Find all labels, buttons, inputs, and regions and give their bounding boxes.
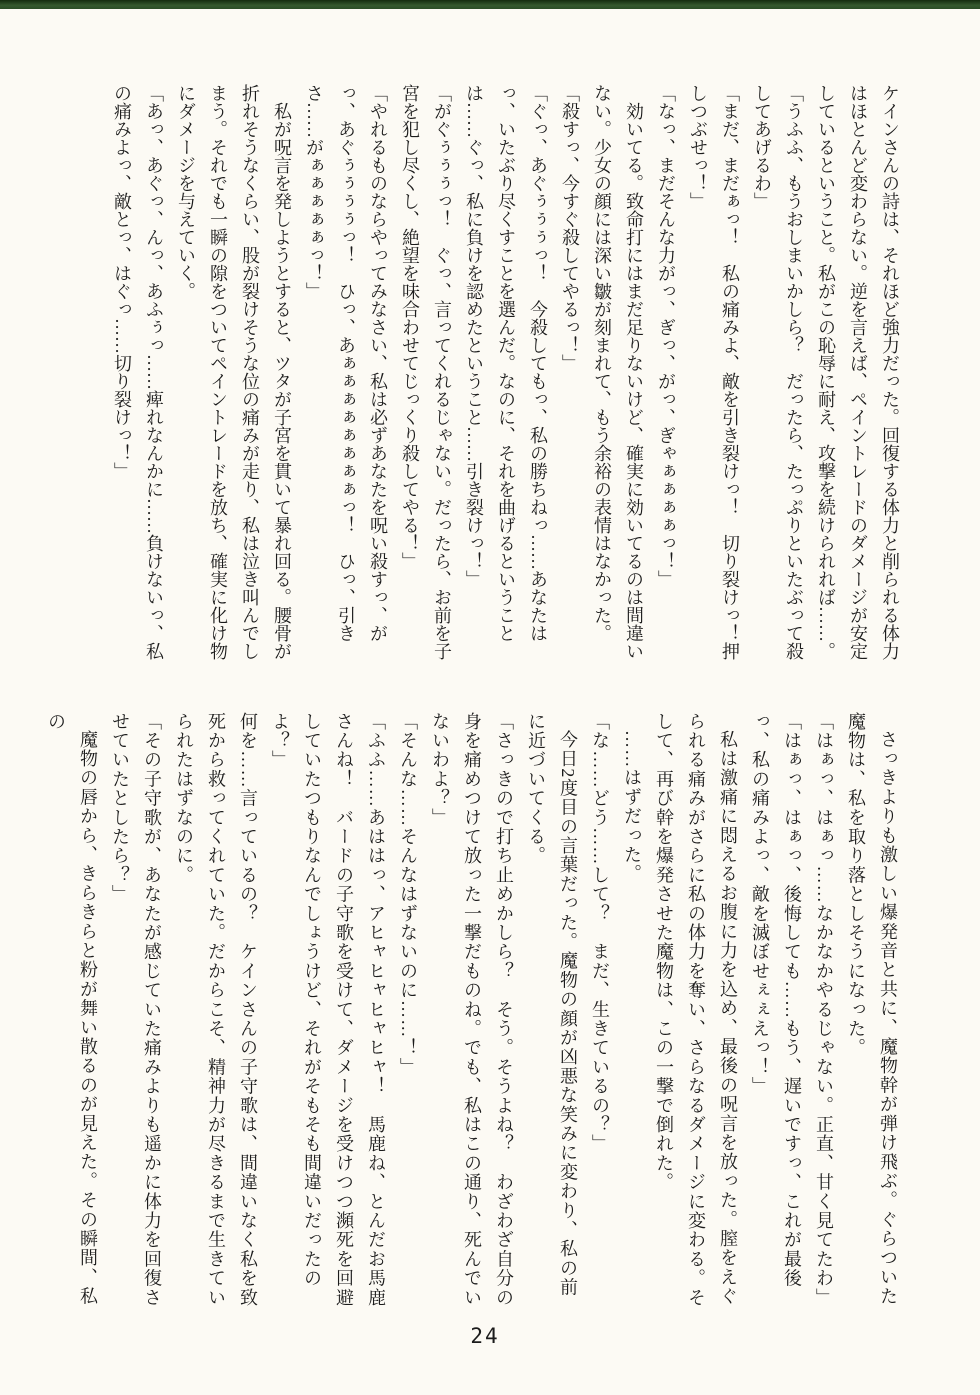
paragraph: 「はぁっ、はぁっ……なかなかやるじゃない。正直、甘く見てたわ」 bbox=[814, 712, 834, 1308]
paragraph: 何を……言っているの？ ケインさんの子守歌は、間違いなく私を致死から救ってくれていた。だからこそ、精神力が尽きるまで生きていられたはずなのに。 bbox=[174, 712, 258, 1308]
paragraph: 今日2度目の言葉だった。魔物の顔が凶悪な笑みに変わり、私の前に近づいてくる。 bbox=[526, 712, 578, 1297]
paragraph: 「さっきので打ち止めかしら？ そう。そうよね？ わざわざ自分の身を痛めつけて放った一撃だものね。でも、私はこの通り、死んでいないわよ？」 bbox=[430, 712, 514, 1308]
paragraph: ……はずだった。 bbox=[622, 730, 642, 884]
paragraph: 「ぐっ、あぐぅぅぅっ！ 今殺してもっ、私の勝ちねっ……あなたはっ、いたぶり尽くすことを選んだ。なのに、それを曲げるということは……ぐっ、私に負けを認めたということ……引き裂けっ！」 bbox=[464, 84, 548, 642]
paragraph: 「がぐぅぅぅっ！ ぐっ、言ってくれるじゃない。だったら、お前を子宮を犯し尽くし、絶望を味合わせてじっくり殺してやる！」 bbox=[400, 84, 452, 660]
paragraph: 「な……どう……して？ まだ、生きているの？」 bbox=[590, 712, 610, 1154]
paragraph: 効いてる。致命打にはまだ足りないけど、確実に効いてるのは間違いない。少女の顔には深い皺が刻まれて、もう余裕の表情はなかった。 bbox=[592, 84, 644, 660]
paragraph: 「はぁっ、はぁっ、後悔しても……もう、遅いですっ、これが最後っ、私の痛みよっ、敵を滅ぼせぇぇえっ！」 bbox=[750, 712, 802, 1288]
paragraph: 「うふふ、もうおしまいかしら？ だったら、たっぷりといたぶって殺してあげるわ」 bbox=[752, 84, 804, 660]
paragraph: 「そんな……そんなはずないのに……！」 bbox=[398, 712, 418, 1077]
paragraph: 「ふふ……あははっ、アヒャヒャヒャヒャ！ 馬鹿ね、とんだお馬鹿さんね！ バードの子守歌を受けて、ダメージを受けつつ瀕死を回避していたつもりなんでしょうけど、それがそもそも間違いだったのよ？」 bbox=[270, 712, 386, 1308]
paragraph: 「殺すっ、今すぐ殺してやるっ！」 bbox=[560, 84, 580, 372]
paragraph: 私が呪言を発しようとすると、ツタが子宮を貫いて暴れ回る。腰骨が折れそうなくらい、股が裂けそうな位の痛みが走り、私は泣き叫んでしまう。それでも一瞬の隙をついてペイントレードを放ち、確実に化け物にダメージを与えていく。 bbox=[176, 84, 292, 660]
text-block-bottom bbox=[40, 712, 904, 1312]
paragraph: 「あっ、あぐっ、んっ、あふぅっ……痺れなんかに……負けないっ、私の痛みよっ、敵とっ、はぐっ……切り裂けっ！」 bbox=[112, 84, 164, 660]
paragraph: 「その子守歌が、あなたが感じていた痛みよりも遥かに体力を回復させていたとしたら？」 bbox=[110, 712, 162, 1308]
paragraph: 「やれるものならやってみなさい、私は必ずあなたを呪い殺すっ、がっ、あぐぅぅぅぅっ！ ひっ、あぁぁぁぁぁぁぁぁっ！ ひっ、引きさ……がぁぁぁぁぁっ！」 bbox=[304, 84, 388, 642]
paragraph: 私は激痛に悶えるお腹に力を込め、最後の呪言を放った。膣をえぐられる痛みがさらに私の体力を奪い、さらなるダメージに変わる。そして、再び幹を爆発させた魔物は、この一撃で倒れた。 bbox=[654, 712, 738, 1308]
page-number: 24 bbox=[470, 1324, 500, 1348]
paragraph: 「なっ、まだそんな力がっ、ぎっ、がっ、ぎゃぁぁぁぁっ！」 bbox=[656, 84, 676, 588]
paragraph: 魔物の唇から、きらきらと粉が舞い散るのが見えた。その瞬間、私の bbox=[46, 712, 98, 1306]
scan-edge-top bbox=[0, 0, 980, 9]
text-block-top bbox=[106, 84, 906, 666]
paragraph: ケインさんの詩は、それほど強力だった。回復する体力と削られる体力はほとんど変わらない。逆を言えば、ペイントレードのダメージが安定しているということ。私がこの恥辱に耐え、攻撃を続けられれば……。 bbox=[816, 84, 900, 660]
paragraph: さっきよりも激しい爆発音と共に、魔物幹が弾け飛ぶ。ぐらついた魔物は、私を取り落としそうになった。 bbox=[846, 712, 898, 1306]
paragraph: 「まだ、まだぁっ！ 私の痛みよ、敵を引き裂けっ！ 切り裂けっ！押しつぶせっ！」 bbox=[688, 84, 740, 660]
